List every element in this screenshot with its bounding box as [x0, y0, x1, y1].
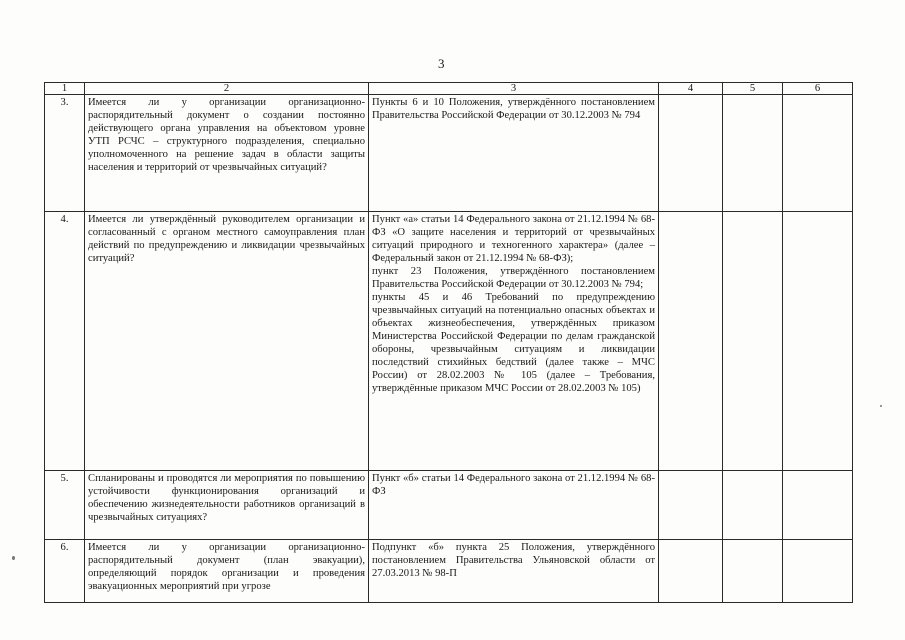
table-header-row: [45, 83, 853, 95]
question-cell: Имеется ли у организации организационно-распорядительный документ (план эвакуации), определяющий порядок организации и проведения эвакуационных мероприятий при угрозе: [85, 540, 369, 603]
page-crop-edge: [0, 606, 905, 640]
scan-speck: [880, 405, 882, 407]
question-cell: Спланированы и проводятся ли мероприятия по повышению устойчивости функционирования организаций и обеспечению жизнедеятельности работников организаций в чрезвычайных ситуациях?: [85, 471, 369, 540]
table-row: [45, 212, 853, 471]
column-header: 2: [85, 83, 369, 95]
empty-cell: [783, 471, 853, 540]
row-number: 4.: [45, 212, 85, 471]
empty-cell: [723, 540, 783, 603]
requirement-cell: Пункты 6 и 10 Положения, утверждённого постановлением Правительства Российской Федерации от 30.12.2003 № 794: [369, 95, 659, 212]
table-row: [45, 471, 853, 540]
table-row: [45, 540, 853, 603]
empty-cell: [723, 212, 783, 471]
question-cell: Имеется ли утверждённый руководителем организации и согласованный с органом местного самоуправления план действий по предупреждению и ликвидации чрезвычайных ситуаций?: [85, 212, 369, 471]
empty-cell: [659, 471, 723, 540]
table-row: [45, 95, 853, 212]
requirement-cell: Подпункт «б» пункта 25 Положения, утверждённого постановлением Правительства Ульяновской области от 27.03.2013 № 98-П: [369, 540, 659, 603]
empty-cell: [659, 212, 723, 471]
row-number: 6.: [45, 540, 85, 603]
row-number: 5.: [45, 471, 85, 540]
column-header: 5: [723, 83, 783, 95]
column-header: 4: [659, 83, 723, 95]
empty-cell: [659, 540, 723, 603]
column-header: 3: [369, 83, 659, 95]
checklist-table: [44, 82, 853, 603]
column-header: 6: [783, 83, 853, 95]
row-number: 3.: [45, 95, 85, 212]
scan-speck: [12, 556, 15, 560]
requirement-cell: Пункт «а» статьи 14 Федерального закона от 21.12.1994 № 68-ФЗ «О защите населения и территорий от чрезвычайных ситуаций природного и техногенного характера» (далее – Федеральный закон от 21.12.1994 № 68-ФЗ); пункт 23 Положения, утверждённого постановлением Правительства Российской Федерации от 30.12.2003 № 794; пункты 45 и 46 Требований по предупреждению чрезвычайных ситуаций на потенциально опасных объектах и объектах жизнеобеспечения, утверждённых приказом Министерства Российской Федерации по делам гражданской обороны, чрезвычайным ситуациям и ликвидации последствий стихийных бедствий (далее также – МЧС России) от 28.02.2003 № 105 (далее – Требования, утверждённые приказом МЧС России от 28.02.2003 № 105): [369, 212, 659, 471]
page-number: 3: [438, 56, 445, 71]
empty-cell: [723, 95, 783, 212]
column-header: 1: [45, 83, 85, 95]
empty-cell: [783, 540, 853, 603]
question-cell: Имеется ли у организации организационно-распорядительный документ о создании постоянно действующего органа управления на объектовом уровне УТП РСЧС – структурного подразделения, специально уполномоченного на решение задач в области защиты населения и территорий от чрезвычайных ситуаций?: [85, 95, 369, 212]
empty-cell: [783, 212, 853, 471]
empty-cell: [783, 95, 853, 212]
empty-cell: [723, 471, 783, 540]
empty-cell: [659, 95, 723, 212]
requirement-cell: Пункт «б» статьи 14 Федерального закона от 21.12.1994 № 68-ФЗ: [369, 471, 659, 540]
